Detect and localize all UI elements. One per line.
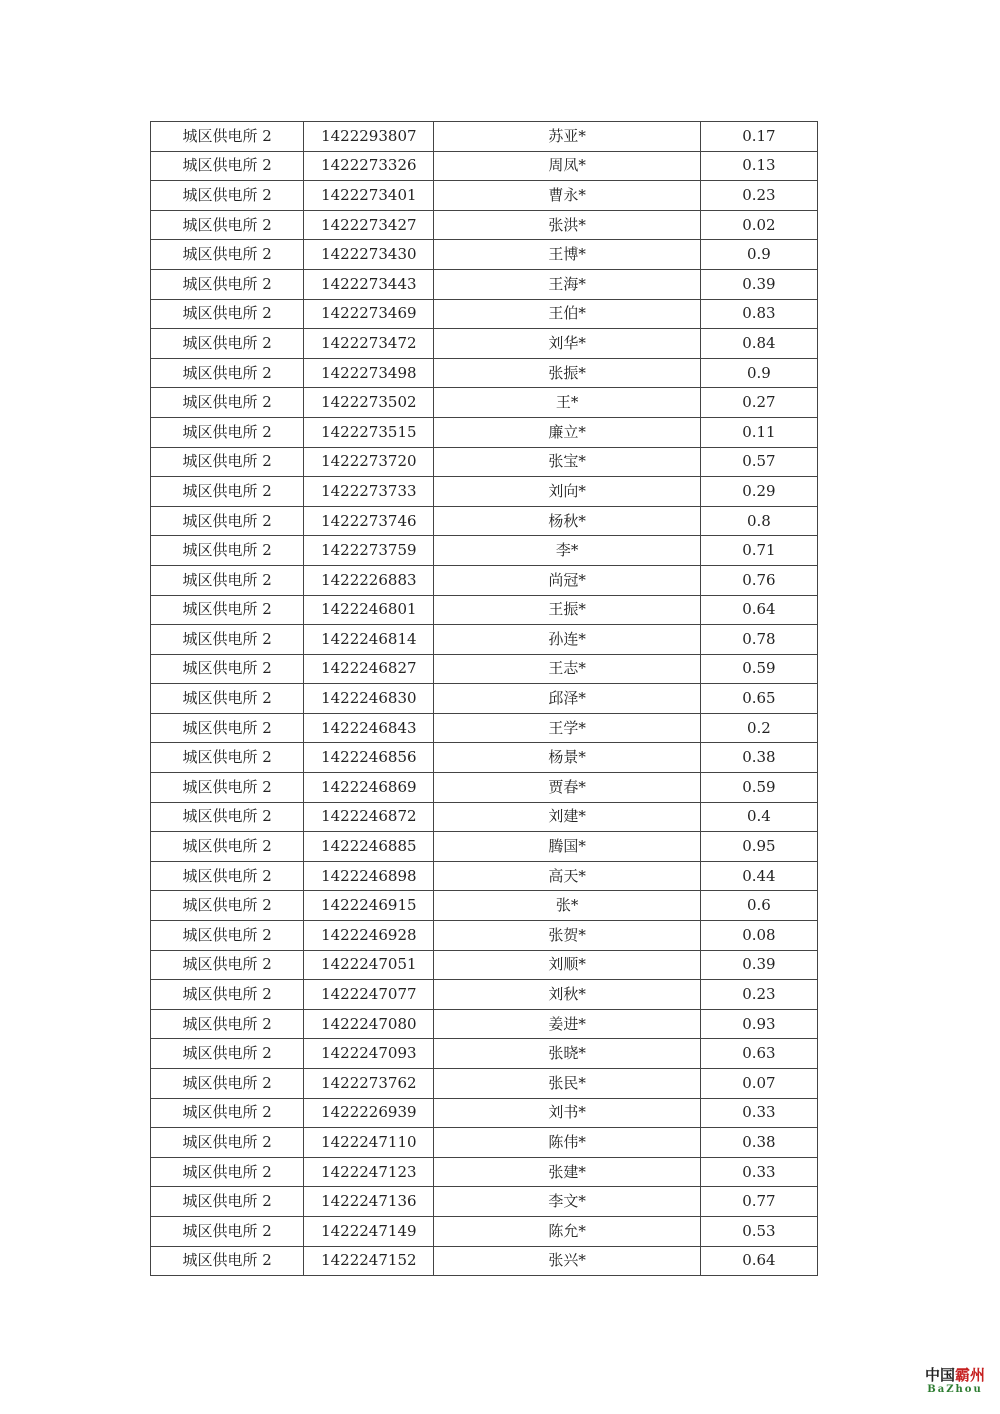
cell-station: 城区供电所 2 bbox=[151, 921, 304, 951]
cell-amount: 0.02 bbox=[700, 210, 817, 240]
table-row bbox=[151, 950, 818, 980]
cell-amount: 0.65 bbox=[700, 684, 817, 714]
cell-amount: 0.53 bbox=[700, 1216, 817, 1246]
table-row bbox=[151, 447, 818, 477]
data-table bbox=[150, 121, 818, 1276]
cell-station: 城区供电所 2 bbox=[151, 477, 304, 507]
cell-amount: 0.17 bbox=[700, 122, 817, 152]
cell-amount: 0.33 bbox=[700, 1157, 817, 1187]
cell-amount: 0.84 bbox=[700, 329, 817, 359]
cell-customer-name: 高天* bbox=[434, 861, 700, 891]
cell-amount: 0.4 bbox=[700, 802, 817, 832]
cell-customer-name: 刘建* bbox=[434, 802, 700, 832]
cell-station: 城区供电所 2 bbox=[151, 802, 304, 832]
cell-customer-name: 王海* bbox=[434, 269, 700, 299]
cell-amount: 0.27 bbox=[700, 388, 817, 418]
table-row bbox=[151, 269, 818, 299]
cell-customer-name: 邱泽* bbox=[434, 684, 700, 714]
table-row bbox=[151, 565, 818, 595]
cell-station: 城区供电所 2 bbox=[151, 181, 304, 211]
cell-customer-name: 孙连* bbox=[434, 625, 700, 655]
table-row bbox=[151, 181, 818, 211]
table-row bbox=[151, 595, 818, 625]
cell-station: 城区供电所 2 bbox=[151, 980, 304, 1010]
table-row bbox=[151, 1128, 818, 1158]
table-row bbox=[151, 210, 818, 240]
watermark-cn-part1: 中国 bbox=[924, 1366, 955, 1384]
cell-amount: 0.33 bbox=[700, 1098, 817, 1128]
cell-station: 城区供电所 2 bbox=[151, 950, 304, 980]
cell-account-number: 1422273427 bbox=[304, 210, 434, 240]
table-row bbox=[151, 713, 818, 743]
cell-account-number: 1422273759 bbox=[304, 536, 434, 566]
cell-station: 城区供电所 2 bbox=[151, 595, 304, 625]
cell-customer-name: 张洪* bbox=[434, 210, 700, 240]
cell-station: 城区供电所 2 bbox=[151, 1216, 304, 1246]
cell-customer-name: 张兴* bbox=[434, 1246, 700, 1276]
cell-amount: 0.44 bbox=[700, 861, 817, 891]
table-body bbox=[151, 122, 818, 1276]
table-row bbox=[151, 329, 818, 359]
cell-account-number: 1422246928 bbox=[304, 921, 434, 951]
cell-amount: 0.93 bbox=[700, 1009, 817, 1039]
cell-account-number: 1422246898 bbox=[304, 861, 434, 891]
cell-customer-name: 张贺* bbox=[434, 921, 700, 951]
cell-customer-name: 杨景* bbox=[434, 743, 700, 773]
cell-station: 城区供电所 2 bbox=[151, 891, 304, 921]
cell-account-number: 1422273502 bbox=[304, 388, 434, 418]
table-row bbox=[151, 1009, 818, 1039]
watermark-cn-part2: 霸州 bbox=[955, 1366, 986, 1384]
cell-station: 城区供电所 2 bbox=[151, 1098, 304, 1128]
cell-station: 城区供电所 2 bbox=[151, 713, 304, 743]
cell-customer-name: 刘秋* bbox=[434, 980, 700, 1010]
cell-station: 城区供电所 2 bbox=[151, 1069, 304, 1099]
cell-customer-name: 苏亚* bbox=[434, 122, 700, 152]
cell-station: 城区供电所 2 bbox=[151, 625, 304, 655]
cell-station: 城区供电所 2 bbox=[151, 417, 304, 447]
cell-customer-name: 张振* bbox=[434, 358, 700, 388]
cell-account-number: 1422226883 bbox=[304, 565, 434, 595]
cell-station: 城区供电所 2 bbox=[151, 240, 304, 270]
cell-account-number: 1422273498 bbox=[304, 358, 434, 388]
cell-customer-name: 张* bbox=[434, 891, 700, 921]
cell-station: 城区供电所 2 bbox=[151, 1246, 304, 1276]
table-row bbox=[151, 743, 818, 773]
watermark-cn bbox=[922, 1366, 988, 1384]
cell-amount: 0.9 bbox=[700, 240, 817, 270]
cell-amount: 0.63 bbox=[700, 1039, 817, 1069]
table-row bbox=[151, 625, 818, 655]
cell-account-number: 1422273472 bbox=[304, 329, 434, 359]
table-row bbox=[151, 1069, 818, 1099]
table-row bbox=[151, 358, 818, 388]
table-row bbox=[151, 240, 818, 270]
cell-account-number: 1422246885 bbox=[304, 832, 434, 862]
cell-amount: 0.59 bbox=[700, 773, 817, 803]
table-row bbox=[151, 1246, 818, 1276]
cell-account-number: 1422273326 bbox=[304, 151, 434, 181]
table-row bbox=[151, 1039, 818, 1069]
cell-account-number: 1422246843 bbox=[304, 713, 434, 743]
cell-amount: 0.13 bbox=[700, 151, 817, 181]
table-row bbox=[151, 388, 818, 418]
cell-amount: 0.23 bbox=[700, 181, 817, 211]
cell-amount: 0.76 bbox=[700, 565, 817, 595]
cell-customer-name: 张民* bbox=[434, 1069, 700, 1099]
cell-customer-name: 王* bbox=[434, 388, 700, 418]
cell-account-number: 1422246872 bbox=[304, 802, 434, 832]
cell-station: 城区供电所 2 bbox=[151, 210, 304, 240]
cell-customer-name: 刘书* bbox=[434, 1098, 700, 1128]
cell-account-number: 1422247136 bbox=[304, 1187, 434, 1217]
cell-customer-name: 陈允* bbox=[434, 1216, 700, 1246]
cell-customer-name: 张宝* bbox=[434, 447, 700, 477]
cell-account-number: 1422246869 bbox=[304, 773, 434, 803]
cell-account-number: 1422273720 bbox=[304, 447, 434, 477]
cell-station: 城区供电所 2 bbox=[151, 832, 304, 862]
cell-station: 城区供电所 2 bbox=[151, 1009, 304, 1039]
site-watermark-logo bbox=[922, 1366, 988, 1396]
cell-customer-name: 刘向* bbox=[434, 477, 700, 507]
cell-amount: 0.59 bbox=[700, 654, 817, 684]
cell-station: 城区供电所 2 bbox=[151, 684, 304, 714]
cell-customer-name: 刘华* bbox=[434, 329, 700, 359]
table-row bbox=[151, 151, 818, 181]
table-row bbox=[151, 299, 818, 329]
cell-station: 城区供电所 2 bbox=[151, 654, 304, 684]
cell-station: 城区供电所 2 bbox=[151, 447, 304, 477]
table-row bbox=[151, 1187, 818, 1217]
cell-customer-name: 李* bbox=[434, 536, 700, 566]
cell-account-number: 1422247080 bbox=[304, 1009, 434, 1039]
cell-customer-name: 周凤* bbox=[434, 151, 700, 181]
table-row bbox=[151, 477, 818, 507]
cell-amount: 0.29 bbox=[700, 477, 817, 507]
cell-customer-name: 杨秋* bbox=[434, 506, 700, 536]
cell-customer-name: 李文* bbox=[434, 1187, 700, 1217]
table-row bbox=[151, 773, 818, 803]
cell-amount: 0.83 bbox=[700, 299, 817, 329]
cell-station: 城区供电所 2 bbox=[151, 536, 304, 566]
cell-account-number: 1422273430 bbox=[304, 240, 434, 270]
cell-amount: 0.78 bbox=[700, 625, 817, 655]
cell-account-number: 1422247123 bbox=[304, 1157, 434, 1187]
table-row bbox=[151, 891, 818, 921]
cell-account-number: 1422246915 bbox=[304, 891, 434, 921]
cell-amount: 0.8 bbox=[700, 506, 817, 536]
table-row bbox=[151, 1098, 818, 1128]
cell-amount: 0.39 bbox=[700, 269, 817, 299]
cell-account-number: 1422246814 bbox=[304, 625, 434, 655]
cell-customer-name: 王博* bbox=[434, 240, 700, 270]
cell-amount: 0.57 bbox=[700, 447, 817, 477]
watermark-en: BaZhou bbox=[927, 1384, 983, 1395]
cell-station: 城区供电所 2 bbox=[151, 388, 304, 418]
cell-customer-name: 刘顺* bbox=[434, 950, 700, 980]
table-row bbox=[151, 417, 818, 447]
cell-account-number: 1422246827 bbox=[304, 654, 434, 684]
table-row bbox=[151, 506, 818, 536]
cell-amount: 0.38 bbox=[700, 743, 817, 773]
cell-customer-name: 姜进* bbox=[434, 1009, 700, 1039]
cell-customer-name: 贾春* bbox=[434, 773, 700, 803]
cell-account-number: 1422273762 bbox=[304, 1069, 434, 1099]
table-row bbox=[151, 654, 818, 684]
cell-amount: 0.64 bbox=[700, 1246, 817, 1276]
cell-customer-name: 曹永* bbox=[434, 181, 700, 211]
cell-customer-name: 陈伟* bbox=[434, 1128, 700, 1158]
cell-amount: 0.38 bbox=[700, 1128, 817, 1158]
cell-station: 城区供电所 2 bbox=[151, 1157, 304, 1187]
cell-account-number: 1422273443 bbox=[304, 269, 434, 299]
cell-amount: 0.07 bbox=[700, 1069, 817, 1099]
table-row bbox=[151, 832, 818, 862]
table-row bbox=[151, 861, 818, 891]
cell-customer-name: 腾国* bbox=[434, 832, 700, 862]
cell-account-number: 1422246801 bbox=[304, 595, 434, 625]
cell-amount: 0.77 bbox=[700, 1187, 817, 1217]
cell-station: 城区供电所 2 bbox=[151, 861, 304, 891]
cell-customer-name: 廉立* bbox=[434, 417, 700, 447]
cell-account-number: 1422273401 bbox=[304, 181, 434, 211]
cell-station: 城区供电所 2 bbox=[151, 1128, 304, 1158]
cell-amount: 0.95 bbox=[700, 832, 817, 862]
cell-station: 城区供电所 2 bbox=[151, 329, 304, 359]
table-row bbox=[151, 802, 818, 832]
cell-customer-name: 张建* bbox=[434, 1157, 700, 1187]
cell-amount: 0.71 bbox=[700, 536, 817, 566]
cell-amount: 0.2 bbox=[700, 713, 817, 743]
cell-station: 城区供电所 2 bbox=[151, 122, 304, 152]
cell-account-number: 1422247149 bbox=[304, 1216, 434, 1246]
cell-station: 城区供电所 2 bbox=[151, 299, 304, 329]
cell-station: 城区供电所 2 bbox=[151, 151, 304, 181]
cell-account-number: 1422273733 bbox=[304, 477, 434, 507]
cell-customer-name: 尚冠* bbox=[434, 565, 700, 595]
cell-account-number: 1422273515 bbox=[304, 417, 434, 447]
cell-account-number: 1422247110 bbox=[304, 1128, 434, 1158]
table-row bbox=[151, 536, 818, 566]
cell-account-number: 1422246856 bbox=[304, 743, 434, 773]
cell-account-number: 1422247051 bbox=[304, 950, 434, 980]
table-row bbox=[151, 980, 818, 1010]
table-row bbox=[151, 1216, 818, 1246]
cell-customer-name: 王振* bbox=[434, 595, 700, 625]
cell-station: 城区供电所 2 bbox=[151, 565, 304, 595]
cell-amount: 0.64 bbox=[700, 595, 817, 625]
cell-account-number: 1422273746 bbox=[304, 506, 434, 536]
cell-account-number: 1422293807 bbox=[304, 122, 434, 152]
cell-customer-name: 王学* bbox=[434, 713, 700, 743]
cell-amount: 0.23 bbox=[700, 980, 817, 1010]
cell-account-number: 1422273469 bbox=[304, 299, 434, 329]
table-row bbox=[151, 921, 818, 951]
cell-account-number: 1422247093 bbox=[304, 1039, 434, 1069]
cell-station: 城区供电所 2 bbox=[151, 773, 304, 803]
table-row bbox=[151, 122, 818, 152]
table-row bbox=[151, 1157, 818, 1187]
cell-account-number: 1422226939 bbox=[304, 1098, 434, 1128]
cell-station: 城区供电所 2 bbox=[151, 358, 304, 388]
cell-amount: 0.39 bbox=[700, 950, 817, 980]
cell-station: 城区供电所 2 bbox=[151, 743, 304, 773]
table-row bbox=[151, 684, 818, 714]
cell-station: 城区供电所 2 bbox=[151, 506, 304, 536]
cell-station: 城区供电所 2 bbox=[151, 1039, 304, 1069]
cell-amount: 0.6 bbox=[700, 891, 817, 921]
cell-customer-name: 王伯* bbox=[434, 299, 700, 329]
cell-station: 城区供电所 2 bbox=[151, 1187, 304, 1217]
cell-customer-name: 张晓* bbox=[434, 1039, 700, 1069]
cell-amount: 0.11 bbox=[700, 417, 817, 447]
cell-amount: 0.9 bbox=[700, 358, 817, 388]
cell-amount: 0.08 bbox=[700, 921, 817, 951]
cell-account-number: 1422247077 bbox=[304, 980, 434, 1010]
cell-customer-name: 王志* bbox=[434, 654, 700, 684]
cell-account-number: 1422247152 bbox=[304, 1246, 434, 1276]
cell-account-number: 1422246830 bbox=[304, 684, 434, 714]
cell-station: 城区供电所 2 bbox=[151, 269, 304, 299]
